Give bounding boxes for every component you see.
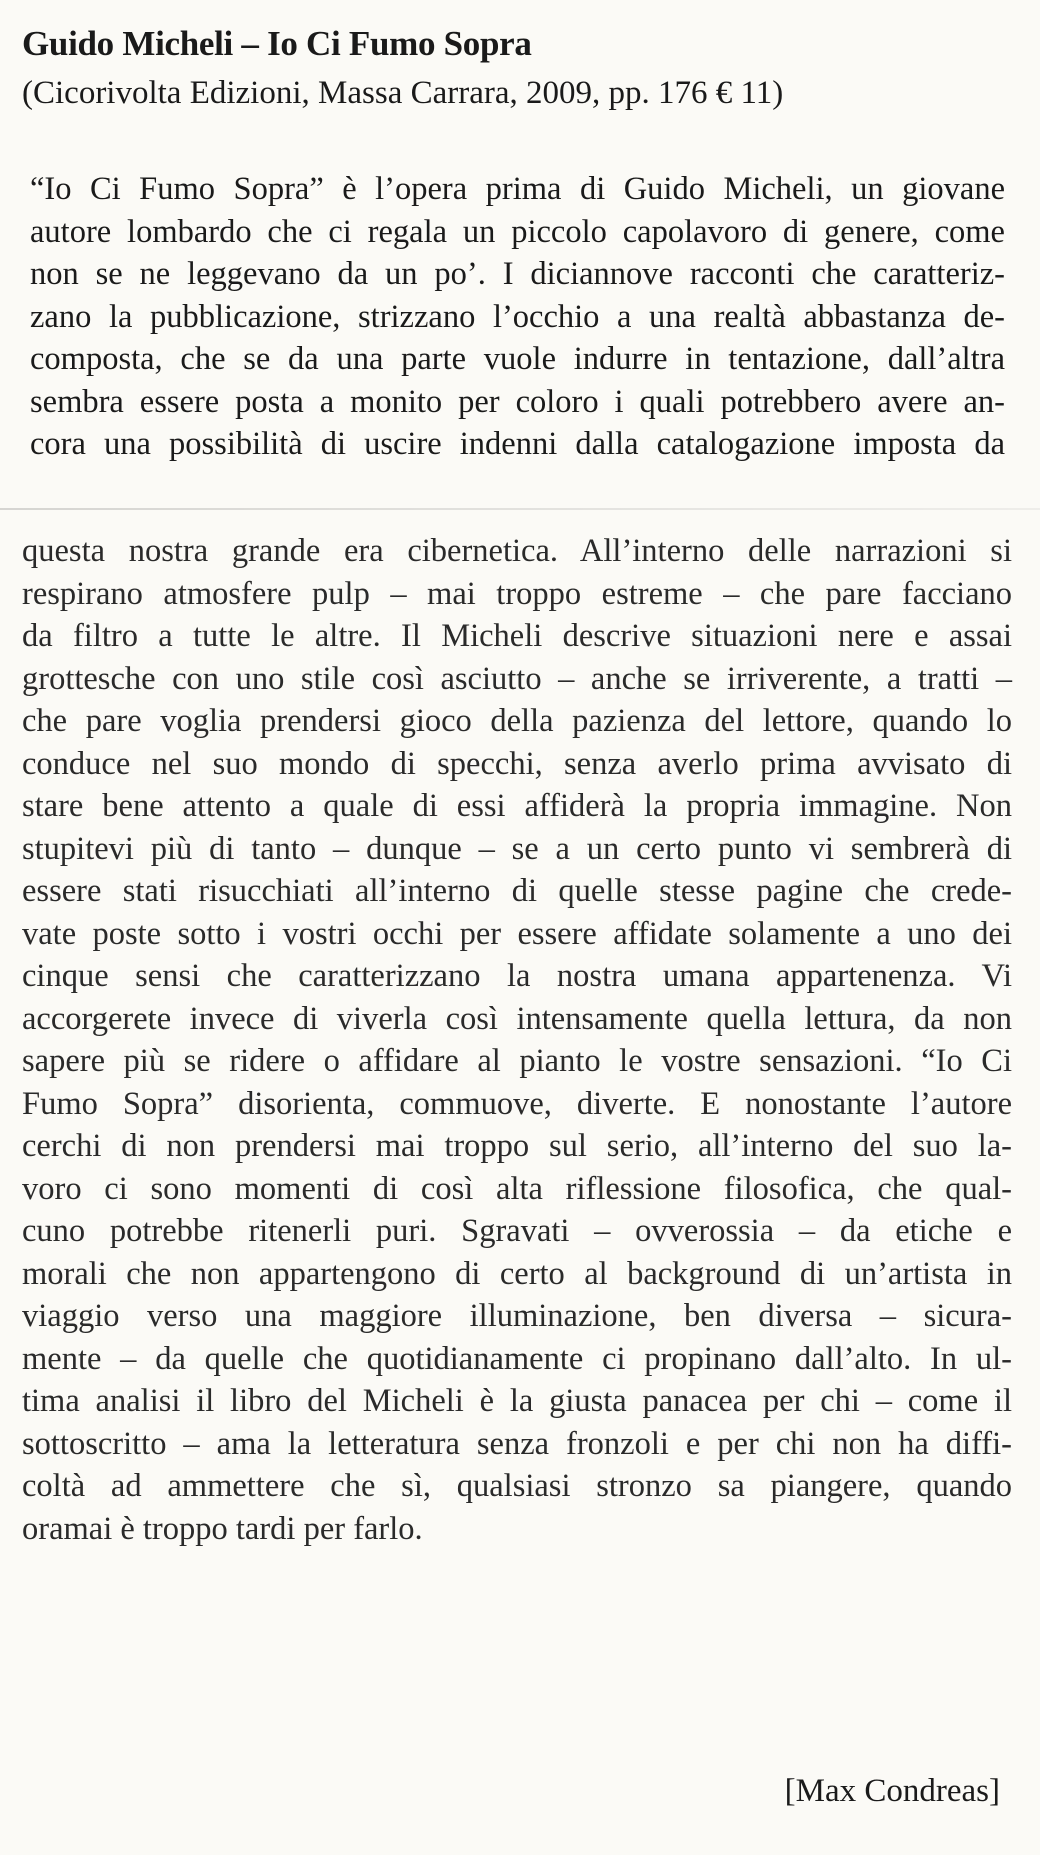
text-line: cuno potrebbe ritenerli puri. Sgravati – ovverossia – da etiche e [22,1213,1012,1249]
text-line: vate poste sotto i vostri occhi per essere affidate solamente a uno dei [22,915,1012,952]
text-line: sapere più se ridere o affidare al pianto le vostre sensazioni. “Io Ci [22,1043,1012,1079]
text-line: da filtro a tutte le altre. Il Micheli descrive situazioni nere e assai [22,618,1012,654]
text-line: voro ci sono momenti di così alta riflessione filosofica, che qual- [22,1170,1012,1207]
text-line: sembra essere posta a monito per coloro i quali potrebbero avere an- [30,383,1005,420]
text-line: zano la pubblicazione, strizzano l’occhio a una realtà abbastanza de- [30,298,1005,335]
text-line: accorgerete invece di viverla così intensamente quella lettura, da non [22,1000,1012,1037]
review-text-top [30,168,1005,466]
text-line: Fumo Sopra” disorienta, commuove, diverte. E nonostante l’autore [22,1085,1012,1122]
text-line: non se ne leggevano da un po’. I diciannove racconti che caratteriz- [30,256,1005,292]
text-line: cinque sensi che caratterizzano la nostra umana appartenenza. Vi [22,958,1012,994]
text-line: mente – da quelle che quotidianamente ci propinano dall’alto. In ul- [22,1340,1012,1377]
text-line: viaggio verso una maggiore illuminazione, ben diversa – sicura- [22,1298,1012,1334]
text-line: tima analisi il libro del Micheli è la giusta panacea per chi – come il [22,1383,1012,1419]
article-header [22,22,1002,116]
text-line: morali che non appartengono di certo al background di un’artista in [22,1255,1012,1292]
text-line: composta, che se da una parte vuole indurre in tentazione, dall’altra [30,341,1005,377]
text-line: essere stati risucchiati all’interno di quelle stesse pagine che crede- [22,873,1012,909]
article-title: Guido Micheli – Io Ci Fumo Sopra [22,24,532,63]
text-line: “Io Ci Fumo Sopra” è l’opera prima di Guido Micheli, un giovane [30,171,1005,207]
text-line: oramai è troppo tardi per farlo. [22,1510,423,1547]
text-line: grottesche con uno stile così asciutto – anche se irriverente, a tratti – [22,660,1012,697]
text-line: questa nostra grande era cibernetica. All’interno delle narrazioni si [22,533,1012,569]
text-line: sottoscritto – ama la letteratura senza fronzoli e per chi non ha diffi- [22,1425,1012,1462]
text-line: cora una possibilità di uscire indenni dalla catalogazione imposta da [30,426,1005,462]
text-line: autore lombardo che ci regala un piccolo capolavoro di genere, come [30,213,1005,250]
scan-seam [0,508,1040,510]
author-signature: [Max Condreas] [784,1773,1000,1809]
text-line: cerchi di non prendersi mai troppo sul serio, all’interno del suo la- [22,1128,1012,1164]
text-line: stare bene attento a quale di essi affiderà la propria immagine. Non [22,788,1012,824]
text-line: che pare voglia prendersi gioco della pazienza del lettore, quando lo [22,703,1012,739]
text-line: conduce nel suo mondo di specchi, senza averlo prima avvisato di [22,745,1012,782]
publication-info: (Cicorivolta Edizioni, Massa Carrara, 2009, pp. 176 € 11) [22,75,784,111]
review-text-bottom [22,530,1012,1550]
text-line: coltà ad ammettere che sì, qualsiasi stronzo sa piangere, quando [22,1468,1012,1504]
text-line: respirano atmosfere pulp – mai troppo estreme – che pare facciano [22,575,1012,612]
text-line: stupitevi più di tanto – dunque – se a un certo punto vi sembrerà di [22,830,1012,867]
